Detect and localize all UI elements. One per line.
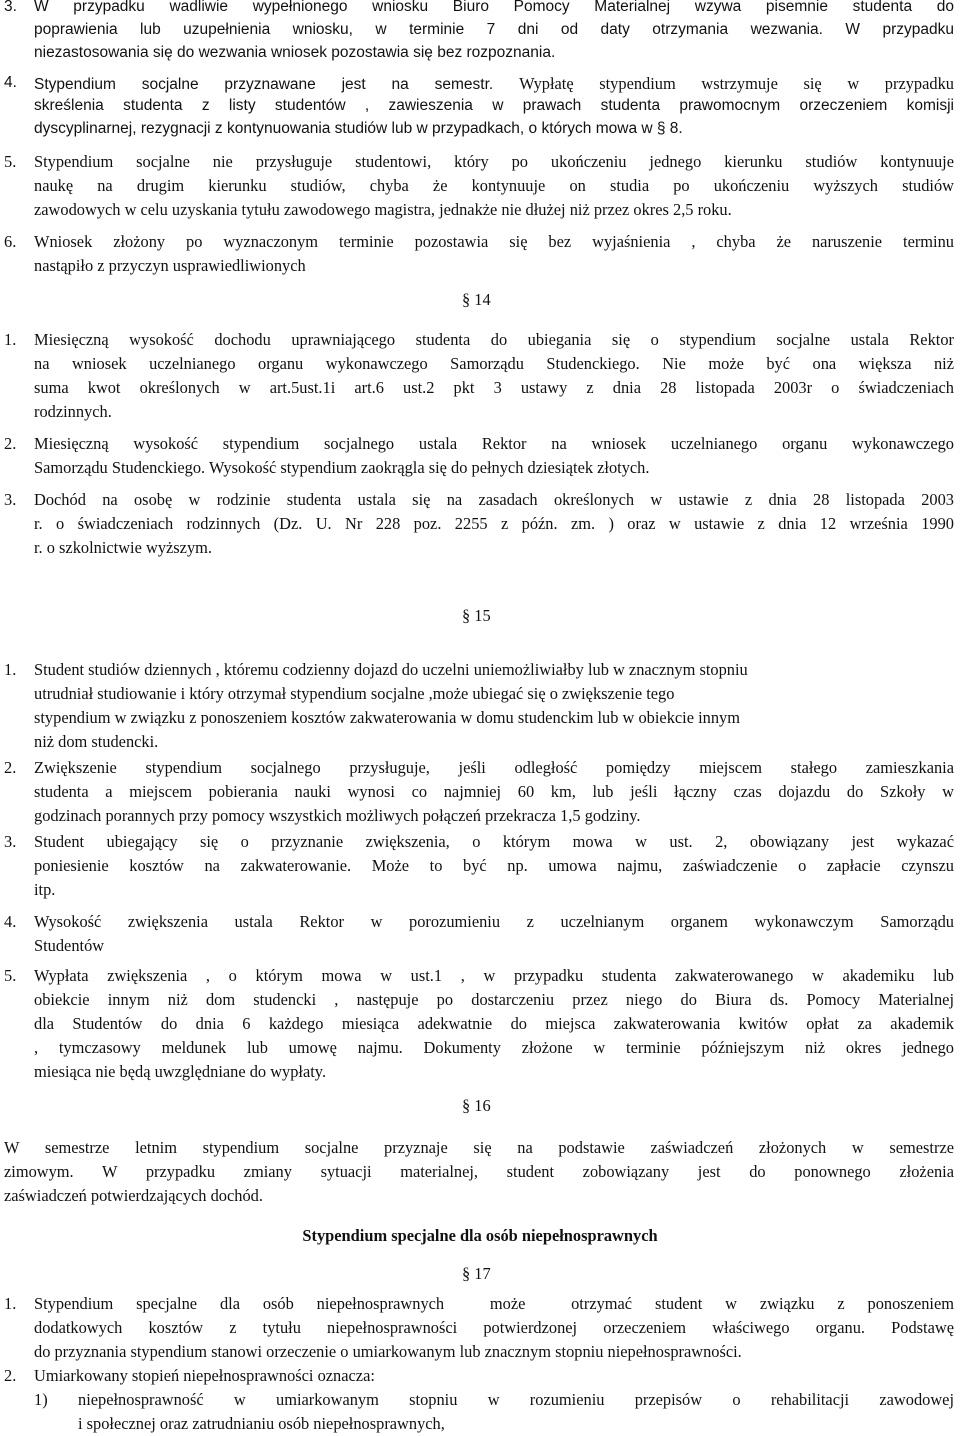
section-17-sign: § 17 (462, 1264, 491, 1283)
item-3: 3. W przypadku wadliwie wypełnionego wniosku Biuro Pomocy Materialnej wzywa pisemnie studenta do poprawienia lub uzupełnienia wniosku, w terminie 7 dni od daty otrzymania wezwania. W przypadku niezastosowania się do wezwania wniosek pozostawia się bez rozpoznania. (4, 0, 954, 61)
s17-item-2-sub-1: 1) niepełnosprawność w umiarkowanym stopniu w rozumieniu przepisów o rehabilitacji zawodowej i społecznej oraz zatrudnianiu osób niepełnosprawnych, (34, 1390, 954, 1433)
s17-item-1: 1. Stypendium specjalne dla osób niepełnosprawnych może otrzymać student w związku z ponoszeniem dodatkowych kosztów z tytułu niepełnosprawności potwierdzonej orzeczeniem właściwego organu. Podstawę do przyznania stypendium stanowi orzeczenie o umiarkowanym lub znacznym stopniu niepełnosprawności. (4, 1294, 954, 1361)
s15-item-3: 3. Student ubiegający się o przyznanie zwiększenia, o którym mowa w ust. 2, obowiązany jest wykazać poniesienie kosztów na zakwaterowanie. Może to być np. umowa najmu, zaświadczenie o zapłacie czynszu itp. (4, 832, 954, 899)
s15-item-5: 5. Wypłata zwiększenia , o którym mowa w ust.1 , w przypadku studenta zakwaterowanego w akademiku lub obiekcie innym niż dom studencki , następuje po dostarczeniu przez niego do Biura ds. Pomocy Materialnej dla Studentów do dnia 6 każdego miesiąca adekwatnie do miejsca zakwaterowania kwitów opłat za akademik , tymczasowy meldunek lub umowę najmu. Dokumenty złożone w terminie późniejszym niż okres jednego miesiąca nie będą uwzględniane do wypłaty. (4, 966, 954, 1081)
section-14-sign: § 14 (462, 290, 491, 309)
s15-item-2: 2. Zwiększenie stypendium socjalnego przysługuje, jeśli odległość pomiędzy miejscem stałego zamieszkania studenta a miejscem pobierania nauki wynosi co najmniej 60 km, lub jeśli łączny czas dojazdu do Szkoły w godzinach porannych przy pomocy wszystkich możliwych połączeń przekracza 1,5 godziny. (4, 758, 954, 825)
section-15-sign: § 15 (462, 606, 491, 625)
s15-item-4: 4. Wysokość zwiększenia ustala Rektor w porozumieniu z uczelnianym organem wykonawczym Samorządu Studentów (4, 912, 954, 955)
section-heading: Stypendium specjalne dla osób niepełnosprawnych (302, 1226, 658, 1245)
section-16-sign: § 16 (462, 1096, 491, 1115)
s14-item-1: 1. Miesięczną wysokość dochodu uprawniającego studenta do ubiegania się o stypendium socjalne ustala Rektor na wniosek uczelnianego organu wykonawczego Samorządu Studenckiego. Nie może być ona większa niż suma kwot określonych w art.5ust.1i art.6 ust.2 pkt 3 ustawy z dnia 28 listopada 2003r o świadczeniach rodzinnych. (4, 330, 954, 421)
s17-item-2: 2. Umiarkowany stopień niepełnosprawności oznacza: (4, 1366, 375, 1385)
item-5: 5. Stypendium socjalne nie przysługuje studentowi, który po ukończeniu jednego kierunku studiów kontynuuje naukę na drugim kierunku studiów, chyba że kontynuuje on studia po ukończeniu wyższych studiów zawodowych w celu uzyskania tytułu zawodowego magistra, jednakże nie dłużej niż przez okres 2,5 roku. (4, 152, 954, 219)
s14-item-3: 3. Dochód na osobę w rodzinie studenta ustala się na zasadach określonych w ustawie z dnia 28 listopada 2003 r. o świadczeniach rodzinnych (Dz. U. Nr 228 poz. 2255 z późn. zm. ) oraz w ustawie z dnia 12 września 1990 r. o szkolnictwie wyższym. (4, 490, 954, 557)
s16-paragraph: W semestrze letnim stypendium socjalne przyznaje się na podstawie zaświadczeń złożonych w semestrze zimowym. W przypadku zmiany sytuacji materialnej, student zobowiązany jest do ponownego złożenia zaświadczeń potwierdzających dochód. (4, 1138, 954, 1205)
item-4: 4. Stypendium socjalne przyznawane jest na semestr. Wypłatę stypendium wstrzymuje się w przypadku skreślenia studenta z listy studentów , zawieszenia w prawach studenta prawomocnym orzeczeniem komisji dyscyplinarnej, rezygnacji z kontynuowania studiów lub w przypadkach, o których mowa w § 8. (4, 74, 954, 137)
s14-item-2: 2. Miesięczną wysokość stypendium socjalnego ustala Rektor na wniosek uczelnianego organu wykonawczego Samorządu Studenckiego. Wysokość stypendium zaokrągla się do pełnych dziesiątek złotych. (4, 434, 954, 477)
item-6: 6. Wniosek złożony po wyznaczonym terminie pozostawia się bez wyjaśnienia , chyba że naruszenie terminu nastąpiło z przyczyn usprawiedliwionych (4, 232, 954, 275)
s15-item-1: 1. Student studiów dziennych , któremu codzienny dojazd do uczelni uniemożliwiałby lub w znacznym stopniu utrudniał studiowanie i który otrzymał stypendium socjalne ,może ubiegać się o zwiększenie tego stypendium w związku z ponoszeniem kosztów zakwaterowania w domu studenckim lub w obiekcie innym niż dom studencki. (4, 660, 748, 751)
